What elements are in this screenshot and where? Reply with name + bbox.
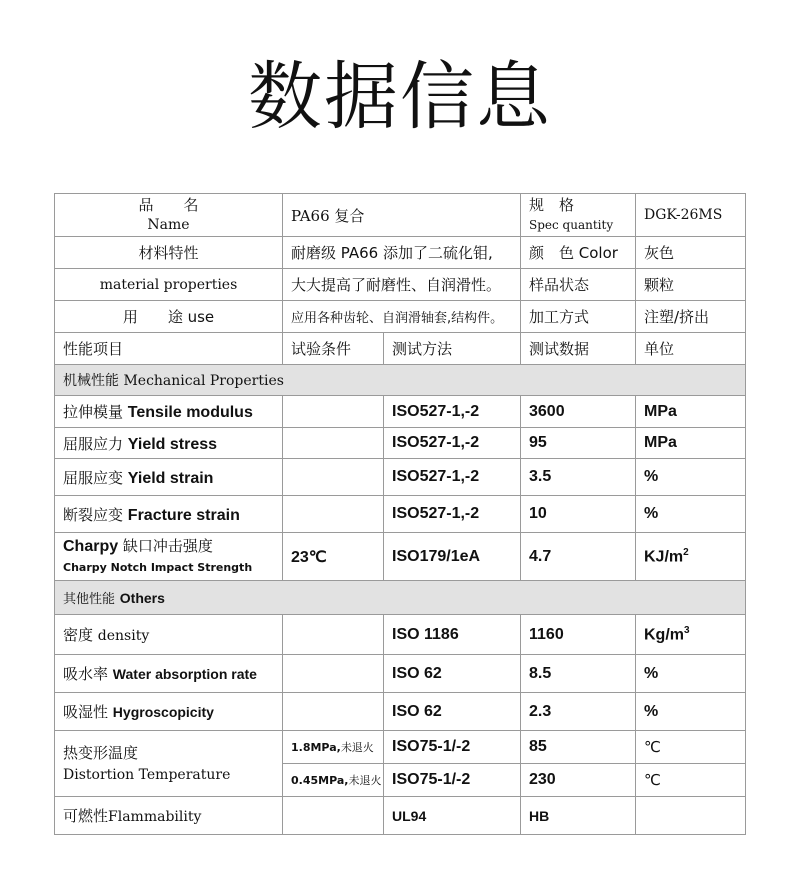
spec-label-en: Spec quantity [529,218,614,232]
unit: % [636,459,746,496]
name-value: PA66 复合 [283,194,521,237]
color-label: 颜 色 Color [521,237,636,269]
property-name: 拉伸模量 Tensile modulus [55,396,283,428]
unit: $KJ/m^2$ [636,533,746,581]
name-label-cell [55,194,283,237]
value: 4.7 [521,533,636,581]
property-name: 热变形温度 Distortion Temperature [55,731,283,797]
condition [283,693,384,731]
property-name: 屈服应力 Yield stress [55,428,283,459]
table-row [55,428,746,459]
table-row [55,269,746,301]
value: 2.3 [521,693,636,731]
unit: $Kg/m^3$ [636,615,746,655]
table-row [55,797,746,835]
table-row [55,459,746,496]
property-name: 吸湿性 Hygroscopicity [55,693,283,731]
condition: 1.8MPa,未退火 [283,731,384,764]
use-value: 应用各种齿轮、自润滑轴套,结构件。 [283,301,521,333]
condition [283,396,384,428]
section-mechanical: 机械性能 Mechanical Properties [55,365,746,396]
name-label-en: Name [147,217,190,233]
method: ISO 1186 [384,615,521,655]
condition [283,496,384,533]
spec-label-cell [521,194,636,237]
sample-value: 颗粒 [636,269,746,301]
value: 3.5 [521,459,636,496]
property-name: 密度 density [55,615,283,655]
method: ISO75-1/-2 [384,764,521,797]
table-row [55,301,746,333]
value: 3600 [521,396,636,428]
column-header-row [55,333,746,365]
method: ISO179/1eA [384,533,521,581]
process-label: 加工方式 [521,301,636,333]
unit [636,797,746,835]
col-header-condition: 试验条件 [283,333,384,365]
col-header-property: 性能项目 [55,333,283,365]
method: ISO527-1,-2 [384,459,521,496]
method: ISO527-1,-2 [384,396,521,428]
property-name: 吸水率 Water absorption rate [55,655,283,693]
value: 8.5 [521,655,636,693]
method: ISO75-1/-2 [384,731,521,764]
table-row [55,615,746,655]
table-row [55,237,746,269]
condition: 0.45MPa,未退火 [283,764,384,797]
spec-label-cn: 规 格 [529,196,575,214]
table-row-hdt [55,731,746,764]
table-row [55,396,746,428]
section-row-mechanical [55,365,746,396]
method: ISO 62 [384,655,521,693]
table-row [55,693,746,731]
col-header-unit: 单位 [636,333,746,365]
color-value: 灰色 [636,237,746,269]
data-sheet-table [54,193,746,835]
condition [283,459,384,496]
sample-label: 样品状态 [521,269,636,301]
section-others: 其他性能 Others [55,581,746,615]
material-desc-1: 耐磨级 PA66 添加了二硫化钼, [283,237,521,269]
value: 95 [521,428,636,459]
unit: % [636,693,746,731]
unit: ℃ [636,731,746,764]
value: HB [521,797,636,835]
col-header-data: 测试数据 [521,333,636,365]
spec-value: DGK-26MS [636,194,746,237]
material-label-cn: 材料特性 [55,237,283,269]
method: UL94 [384,797,521,835]
material-desc-2: 大大提高了耐磨性、自润滑性。 [283,269,521,301]
unit: MPa [636,396,746,428]
condition: 23℃ [283,533,384,581]
method: ISO 62 [384,693,521,731]
method: ISO527-1,-2 [384,428,521,459]
property-name: Charpy 缺口冲击强度 Charpy Notch Impact Strength [55,533,283,581]
use-label: 用 途 use [55,301,283,333]
value: 1160 [521,615,636,655]
value: 10 [521,496,636,533]
condition [283,428,384,459]
value: 85 [521,731,636,764]
condition [283,615,384,655]
page-title: 数据信息 [248,54,552,140]
unit: MPa [636,428,746,459]
section-row-others [55,581,746,615]
unit: % [636,496,746,533]
table-row-charpy [55,533,746,581]
value: 230 [521,764,636,797]
unit: % [636,655,746,693]
table-row [55,194,746,237]
property-name: 屈服应变 Yield strain [55,459,283,496]
condition [283,797,384,835]
property-name: 可燃性Flammability [55,797,283,835]
name-label-cn: 品 名 [138,196,199,214]
col-header-method: 测试方法 [384,333,521,365]
property-name: 断裂应变 Fracture strain [55,496,283,533]
process-value: 注塑/挤出 [636,301,746,333]
unit: ℃ [636,764,746,797]
condition [283,655,384,693]
table-row [55,496,746,533]
table-row [55,655,746,693]
method: ISO527-1,-2 [384,496,521,533]
material-label-en: material properties [55,269,283,301]
